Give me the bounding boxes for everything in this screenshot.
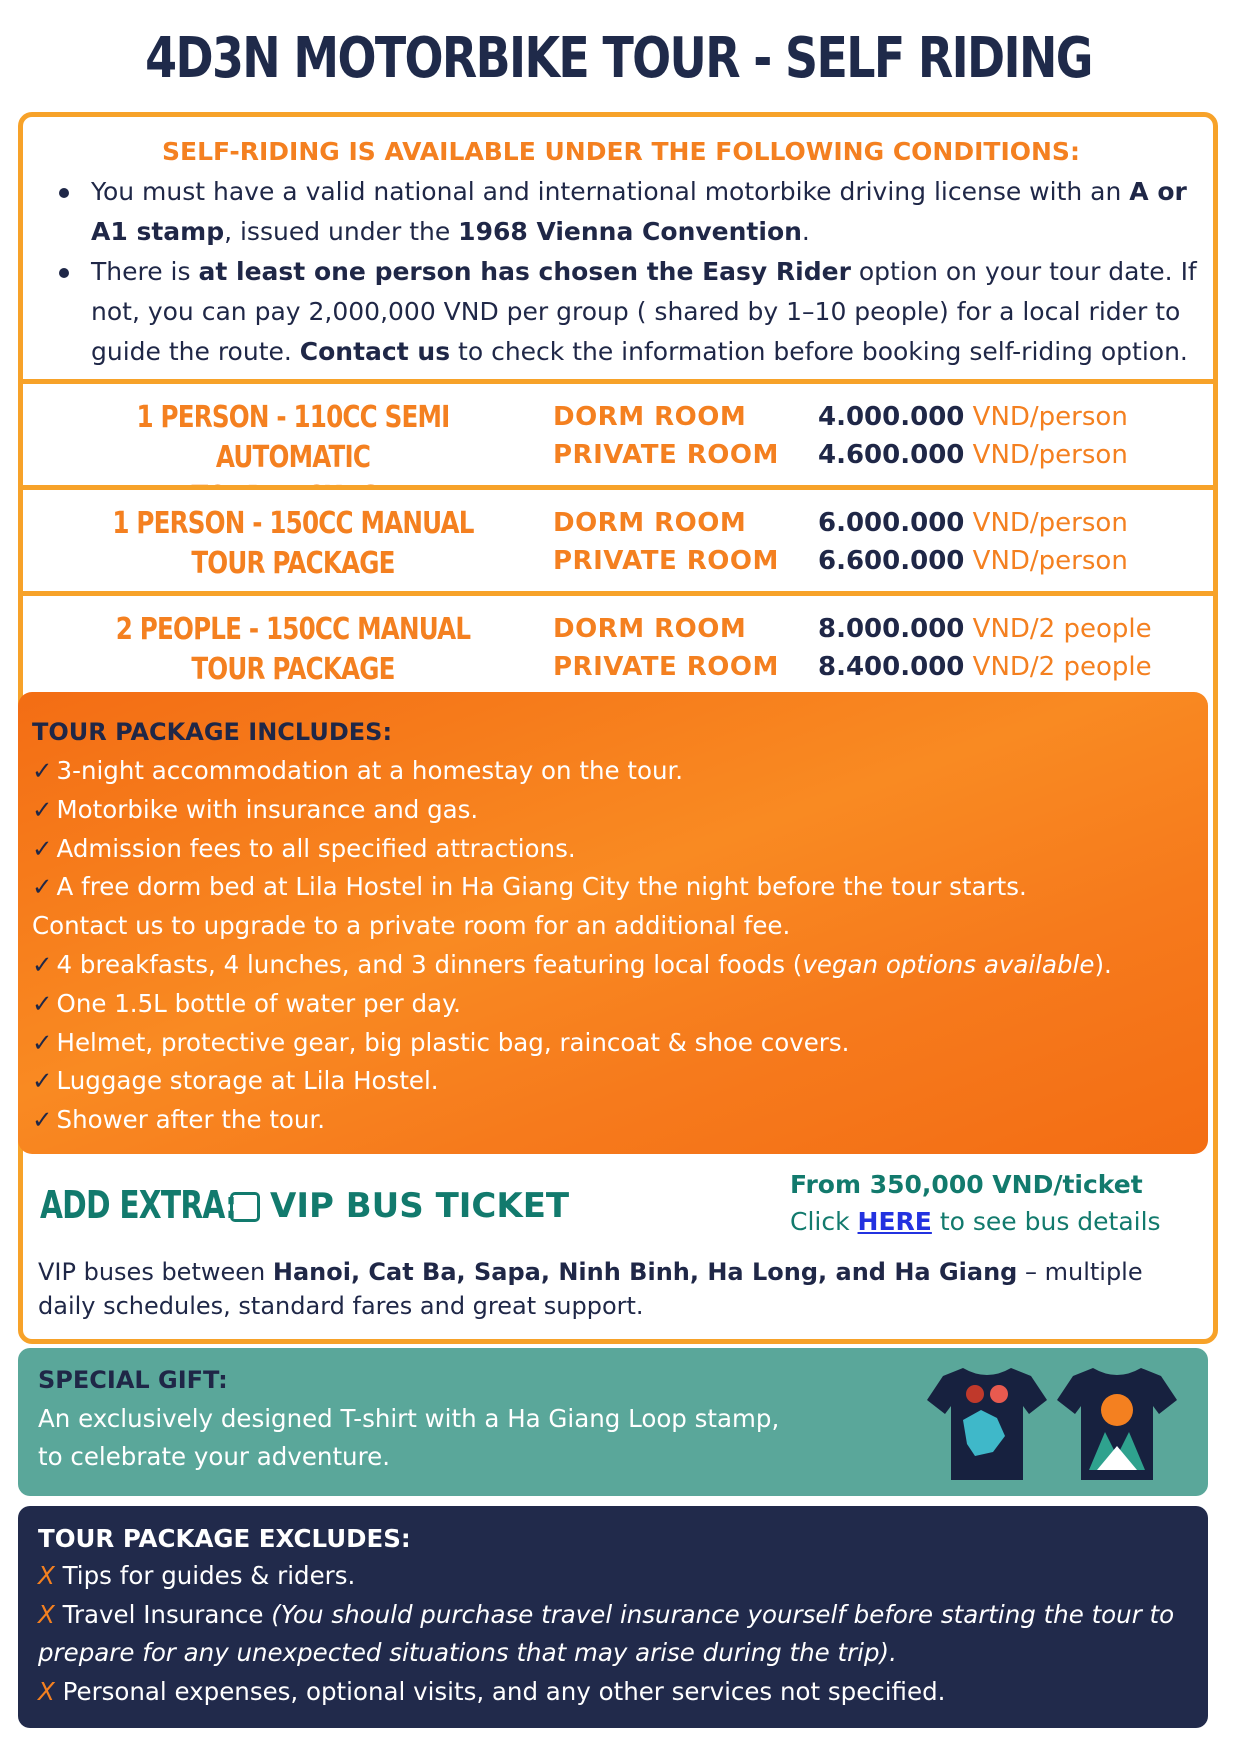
check-icon: ✓ <box>32 1027 53 1057</box>
includes-heading: TOUR PACKAGE INCLUDES: <box>32 718 393 746</box>
tshirt-logo-image <box>1053 1360 1181 1486</box>
x-icon: X <box>38 1561 55 1590</box>
add-extra-title: ADD EXTRA: <box>40 1183 237 1227</box>
include-item: ✓ Luggage storage at Lila Hostel. <box>32 1066 439 1096</box>
package-name: 1 PERSON - 150CC MANUAL TOUR PACKAGE <box>112 506 474 581</box>
include-item: ✓ Admission fees to all specified attractions. <box>32 833 576 863</box>
bus-description: VIP buses between Hanoi, Cat Ba, Sapa, Ninh Binh, Ha Long, and Ha Giang – multiple daily schedules, standard fares and great support. <box>38 1258 1143 1320</box>
package-name: 2 PEOPLE - 150CC MANUAL TOUR PACKAGE <box>115 612 471 687</box>
tshirt-map-image <box>923 1360 1051 1486</box>
exclude-item: X Personal expenses, optional visits, and any other services not specified. <box>38 1676 946 1706</box>
gift-heading: SPECIAL GIFT: <box>38 1366 228 1394</box>
check-icon: ✓ <box>32 1105 53 1135</box>
vip-bus-checkbox[interactable] <box>230 1192 260 1222</box>
check-icon: ✓ <box>32 1066 53 1096</box>
excludes-section <box>18 1506 1208 1728</box>
includes-section <box>18 692 1208 1154</box>
excludes-heading: TOUR PACKAGE EXCLUDES: <box>38 1524 411 1553</box>
bus-details-line: Click HERE to see bus details <box>790 1207 1161 1236</box>
include-item: ✓ 3-night accommodation at a homestay on the tour. <box>32 756 684 785</box>
condition-license: You must have a valid national and international motorbike driving license with an A or A1 stamp, issued under the 1968 Vienna Convention. <box>41 172 1201 252</box>
package-name: 1 PERSON - 110CC SEMI AUTOMATIC <box>136 400 450 475</box>
x-icon: X <box>38 1599 55 1629</box>
room-prices: 4.000.000 VND/person 4.600.000 VND/person <box>818 402 1128 470</box>
conditions-section <box>41 137 1201 372</box>
room-types: DORM ROOM PRIVATE ROOM <box>553 508 779 576</box>
conditions-heading: SELF-RIDING IS AVAILABLE UNDER THE FOLLOWING CONDITIONS: <box>162 137 1080 166</box>
check-icon: ✓ <box>32 756 53 785</box>
package-row <box>23 591 1213 697</box>
include-item: ✓ One 1.5L bottle of water per day. <box>32 988 461 1018</box>
room-types: DORM ROOM PRIVATE ROOM <box>553 402 779 470</box>
package-row <box>23 379 1213 485</box>
exclude-item: X Travel Insurance (You should purchase travel insurance yourself before starting the tour to prepare for any unexpected situations that may arise during the trip). <box>38 1599 1175 1667</box>
contact-us-link[interactable]: Contact us <box>299 337 451 366</box>
include-note: Contact us to upgrade to a private room for an additional fee. <box>32 911 791 941</box>
include-item: ✓ Helmet, protective gear, big plastic bag, raincoat & shoe covers. <box>32 1027 850 1057</box>
bus-price: From 350,000 VND/ticket <box>790 1170 1143 1199</box>
room-prices: 6.000.000 VND/person 6.600.000 VND/person <box>818 508 1128 576</box>
gift-text: An exclusively designed T-shirt with a Ha Giang Loop stamp, to celebrate your adventure. <box>38 1404 780 1471</box>
check-icon: ✓ <box>32 988 53 1018</box>
check-icon: ✓ <box>32 949 53 979</box>
check-icon: ✓ <box>32 794 53 824</box>
room-prices: 8.000.000 VND/2 people 8.400.000 VND/2 people <box>818 614 1152 682</box>
page-title: 4D3N MOTORBIKE TOUR - SELF RIDING <box>145 26 1092 91</box>
x-icon: X <box>38 1676 55 1706</box>
include-item: ✓ Shower after the tour. <box>32 1105 326 1135</box>
check-icon: ✓ <box>32 872 53 902</box>
include-item: ✓ Motorbike with insurance and gas. <box>32 794 479 824</box>
include-item: ✓ A free dorm bed at Lila Hostel in Ha Giang City the night before the tour starts. <box>32 872 1027 902</box>
special-gift-section <box>18 1348 1208 1496</box>
condition-easy-rider: There is at least one person has chosen the Easy Rider option on your tour date. If not, you can pay 2,000,000 VND per group ( shared by 1–10 people) for a local rider to guide the route. Contact us to check the information before booking self-riding option. <box>41 252 1201 372</box>
packages-table <box>23 379 1213 697</box>
package-row <box>23 485 1213 591</box>
check-icon: ✓ <box>32 833 53 863</box>
bus-details-link[interactable]: HERE <box>857 1207 932 1236</box>
vip-bus-label[interactable]: VIP BUS TICKET <box>270 1186 570 1226</box>
include-item: ✓ 4 breakfasts, 4 lunches, and 3 dinners featuring local foods (vegan options available). <box>32 949 1112 979</box>
room-types: DORM ROOM PRIVATE ROOM <box>553 614 779 682</box>
exclude-item: X Tips for guides & riders. <box>38 1561 356 1590</box>
